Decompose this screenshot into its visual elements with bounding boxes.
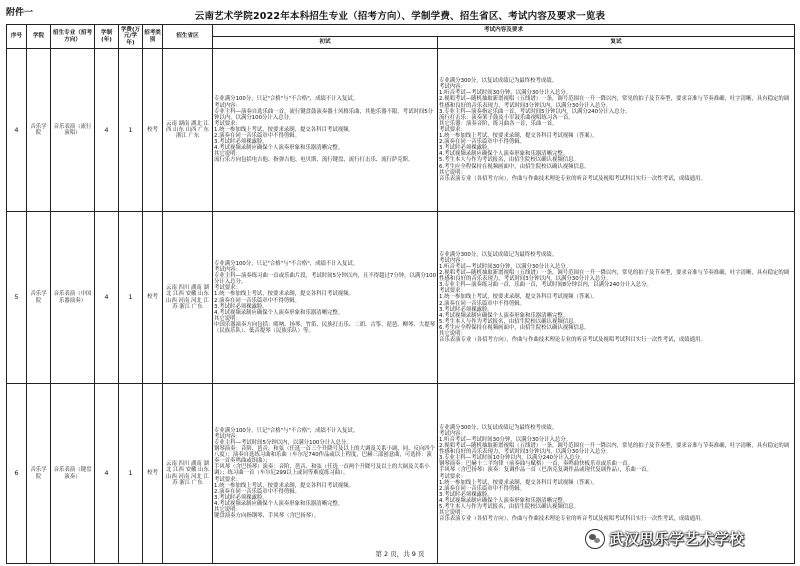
document-title: 云南艺术学院2022年本科招生专业（招考方向）、学制学费、招生省区、考试内容及要求一览表 (194, 11, 606, 22)
row-tuition: 1 (119, 384, 143, 564)
row-category: 校考 (143, 384, 163, 564)
wechat-icon (585, 529, 605, 549)
header-no: 序号 (7, 25, 27, 49)
row-category: 校考 (143, 212, 163, 384)
row-no: 4 (7, 49, 27, 212)
header-tuition: 学费(万元/学年) (119, 25, 143, 49)
header-duration: 学制(年) (95, 25, 119, 49)
row-college: 音乐学院 (27, 212, 51, 384)
row-tuition: 1 (119, 212, 143, 384)
admissions-table (6, 24, 795, 564)
row-major: 音乐表演（中国乐器演奏） (51, 212, 95, 384)
row-first-round: 专业满分100分，只记"合格"与"不合格"，成绩不计入复试。 考试内容： 专业主科—演奏练习曲一首或乐曲片段，考试时间5分钟以内，且不得超过7分钟，以满分100分计入总分。 考试要求： 1.统一参加线上考试，按要求录制，提交各科目考试视频。 2.演奏在同一音乐篇章中不得剪辑。 3.考试时必须裸露脸。 4.考试视频录制应确保个人演奏形象和乐器清晰完整。 其它说明： 中国乐器演奏方向包括：唢呐、扬琴、竹笛、民族打击乐、二胡、古筝、琵琶、柳琴、大提琴（民族乐队）、低音提琴（民族乐队）等。 (213, 212, 438, 384)
row-major: 音乐表演（流行演唱） (51, 49, 95, 212)
row-college: 音乐学院 (27, 384, 51, 564)
header-category: 招考类别 (143, 25, 163, 49)
row-tuition: 1 (119, 49, 143, 212)
header-second-round: 复试 (438, 37, 795, 49)
watermark-text: 武汉思乐学艺术学校 (609, 530, 745, 548)
row-category: 校考 (143, 49, 163, 212)
row-no: 6 (7, 384, 27, 564)
row-no: 5 (7, 212, 27, 384)
row-first-round: 专业满分100分，只记"合格"与"不合格"，成绩不计入复试。 考试内容： 专业主科—考试时间5分钟以内，以满分100分计入总分。 钢琴演奏：音阶、琶音、和弦（任选一首三个升降号及以上的大调及关系小调，同、反向四个八度）；演奏自选练习曲和乐曲（车尔尼740作品或以上程度，巴赫三部创意曲，可选择：演奏一首奏鸣曲或组曲）； 手风琴（含巴扬琴）演奏：音阶、琶音、和弦（任选一首两个升降号及以上的大调及关系小调）；练习曲一首（车尔尼299以上或同等难度练习曲）。 考试要求： 1.统一参加线上考试，按要求录制，提交各科目考试视频。 2.演奏在同一音乐篇章中不得剪辑。 3.考试时必须裸露脸。 4.考试视频录制应确保个人演奏形象和乐器清晰完整。 其它说明： 键盘演奏方向指钢琴、手风琴（含巴扬琴）。 (213, 384, 438, 564)
header-college: 学院 (27, 25, 51, 49)
row-first-round: 专业满分100分，只记"合格"与"不合格"，成绩不计入复试。 考试内容： 专业主科—演奏自选乐曲一首，流行键盘鼓演奏器士风格乐曲，其他乐器不限，考试时间5分钟以内，以满分100分计入总分。 考试要求： 1.统一参加线上考试，按要求录制，提交各科目考试视频。 2.演奏在同一音乐篇章中不得剪辑。 3.考试时必须裸露脸。 4.考试视频录制应确保个人演奏形象和乐器清晰完整。 其它说明： 流行乐方向包括电吉他、指弹吉他、电贝斯、流行键盘、流行打击乐、流行萨克斯。 (213, 49, 438, 212)
header-provinces: 招生省区 (163, 25, 213, 49)
table-row (7, 212, 795, 384)
row-provinces: 云南 湖南 湖北 江西 山东 山西 广东 浙江 广东 (163, 49, 213, 212)
header-major: 招生专业（招考方向） (51, 25, 95, 49)
row-second-round: 专业满分300分，以复试成绩记为最终校考成绩。 考试内容： 1.听音考试—考试时间30分钟，以满分30分计入总分。 2.视唱考试—随机抽取新谱视唱（五线谱）一条，调号范围在一升一降以内，常见的拍子及节奏型，要求音准与节奏准确，吐字清晰，具有稳定的调性感和良好的音乐表现力，考试时间3分钟以内，以满分30分计入总分。 3.专业主科—演奏练习曲一首，乐曲一首，考试时间8分钟以内，以满分240分计入总分。 考试要求： 1.统一参加线上考试，按要求录制，提交各科目考试视频（答案）。 2.演奏在同一音乐篇章中不得剪辑。 3.考试时必须裸露脸。 4.考试视频录制应确保个人演奏形象和乐器清晰完整。 5.考生本人与作为考试报名，由招生院校以确认视频信息。 6.考生应全程保持在视频画面中，由招生院校以确认视频信息。 其它说明： 音乐表演专业（各招考方向），作曲与作曲技术理论专业的听音考试及视唱考试科目实行一次性考试，成绩通用。 (438, 212, 795, 384)
row-major: 音乐表演（键盘演奏） (51, 384, 95, 564)
row-college: 音乐学院 (27, 49, 51, 212)
page-footer: 第 2 页，共 9 页 (375, 550, 425, 558)
row-duration: 4 (95, 384, 119, 564)
header-exam: 考试内容及要求 (213, 25, 795, 37)
watermark (585, 528, 744, 549)
attachment-label: 附件一 (6, 8, 34, 18)
row-duration: 4 (95, 49, 119, 212)
row-provinces: 云南 四川 湖南 湖北 江西 安徽 山东 山西 河南 河北 江苏 浙江 广东 (163, 384, 213, 564)
row-second-round: 专业满分300分，以复试成绩记为最终校考成绩。 考试内容： 1.听音考试—考试时间30分钟，以满分30分计入总分。 2.视唱考试—随机抽取新谱视唱（五线谱）一条，调号范围在一升一降以内，常见的拍子及节奏型，要求音准与节奏准确，吐字清晰，具有稳定的调性感和良好的音乐表现力，考试时间3分钟以内，以满分30分计入总分。 3.专业主科—考试时间10分钟以内，以满分240分计入总分。 钢琴演奏：巴赫十二平均律（前奏曲与赋格）一首，奏鸣曲快板乐章或乐曲一首。 手风琴（含巴扬琴）演奏：复调作品一首（巴洛克复调作品或现代复调作品），乐曲一首。 考试要求： 1.统一参加线上考试，按要求录制，提交各科目考试视频（答案）。 2.演奏在同一音乐篇章中不得剪辑。 3.考试时必须裸露脸。 4.考试视频录制应确保个人演奏形象和乐器清晰完整。 5.考生本人与作为考试报名，由招生院校以确认视频信息。 其它说明： 音乐表演专业（各招考方向），作曲与作曲技术理论专业的听音考试及视唱考试科目实行一次性考试，成绩通用。 (438, 384, 795, 564)
row-duration: 4 (95, 212, 119, 384)
table-row (7, 49, 795, 212)
header-first-round: 初试 (213, 37, 438, 49)
row-provinces: 云南 四川 湖南 湖北 江西 安徽 山东 山西 河南 河北 江苏 浙江 广东 (163, 212, 213, 384)
row-second-round: 专业满分300分，以复试成绩记为最终校考成绩。 考试内容： 1.听音考试—考试时间30分钟，以满分30分计入总分。 2.视唱考试—随机抽取新谱视唱（五线谱）一条，调号范围在一升一降以内，常见的拍子及节奏型，要求音准与节奏准确，吐字清晰，具有稳定的调性感和良好的音乐表现力，考试时间3分钟以内，以满分30分计入总分。 3.专业主科—演奏指定乐曲一首，考试时间5分钟以内，以满分240分计入总分。 流行打击乐：演奏架子鼓及小军鼓乐曲视唱练习各一首。 其它乐器：演奏音阶，练习曲各一首，乐曲一首。 考试要求： 1.统一参加线上考试，按要求录制，提交各科目考试视频（答案）。 2.演奏在同一音乐篇章中不得剪辑。 3.考试时必须裸露脸。 4.考试视频录制应确保个人演奏形象和乐器清晰完整。 5.考生本人与作为考试报名，由招生院校以确认视频信息。 6.考生应全程保持在视频画面中，由招生院校以确认视频信息。 其它说明： 音乐表演专业（各招考方向），作曲与作曲技术理论专业的听音考试及视唱考试科目实行一次性考试，成绩通用。 (438, 49, 795, 212)
